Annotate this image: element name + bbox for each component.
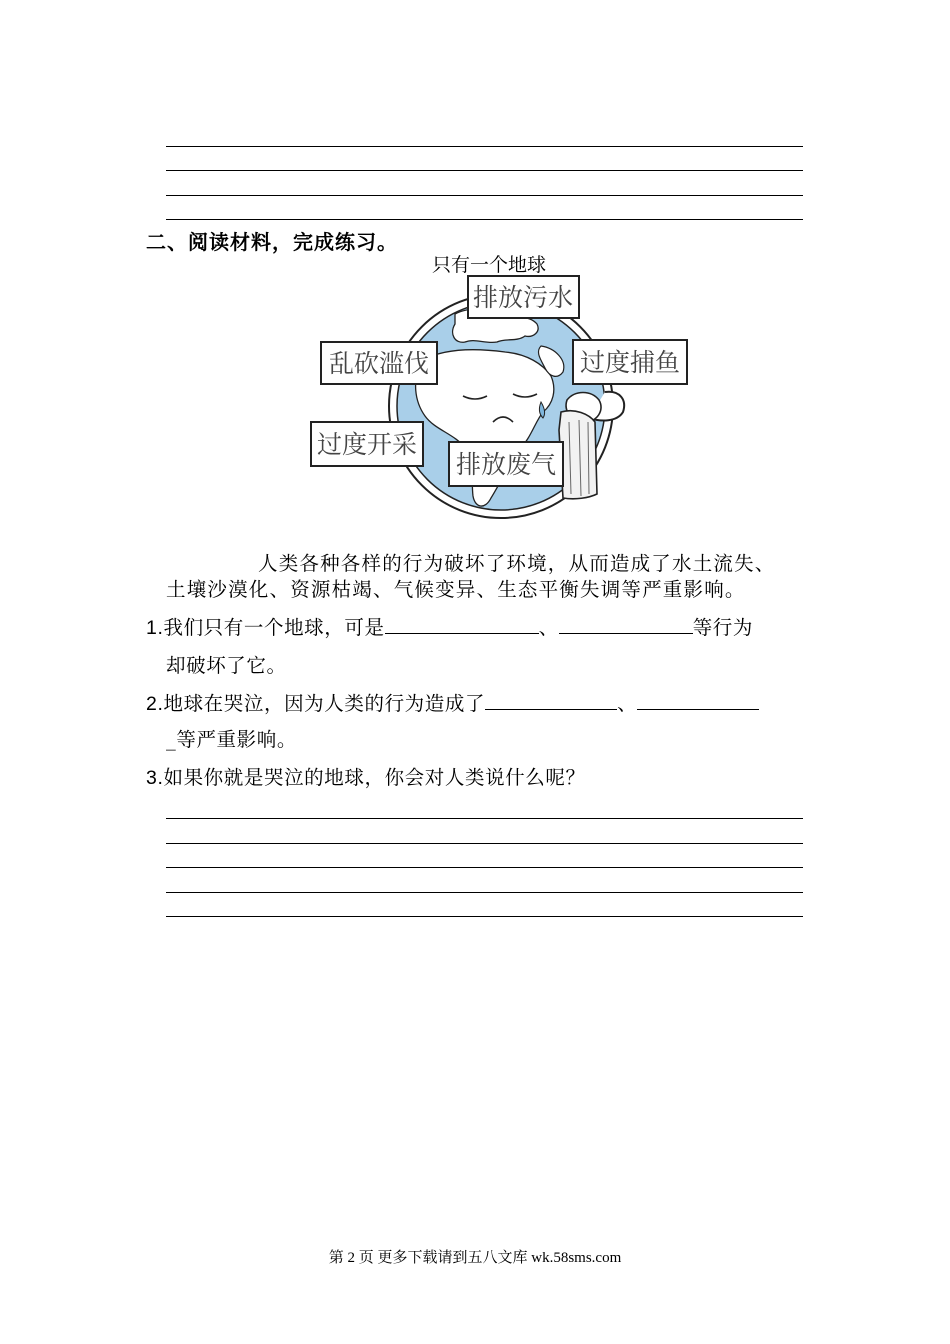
figure-title: 只有一个地球 [432, 254, 547, 276]
answer-line[interactable] [166, 892, 803, 893]
answer-line[interactable] [166, 916, 803, 917]
question-1-continuation: 却破坏了它。 [166, 654, 287, 677]
svg-text:乱砍滥伐: 乱砍滥伐 [328, 349, 430, 378]
answer-line[interactable] [166, 146, 803, 147]
answer-blank[interactable] [485, 691, 617, 710]
section-heading: 二、阅读材料，完成练习。 [146, 230, 398, 254]
answer-line[interactable] [166, 843, 803, 844]
svg-text:排放废气: 排放废气 [455, 450, 557, 479]
answer-line[interactable] [166, 867, 803, 868]
question-1 [146, 612, 753, 640]
answer-line[interactable] [166, 170, 803, 171]
answer-blank[interactable] [637, 691, 759, 710]
question-number: 3. [146, 767, 164, 789]
question-2 [146, 688, 759, 716]
separator: 、 [538, 616, 559, 639]
answer-line[interactable] [166, 219, 803, 220]
question-3 [146, 762, 586, 790]
question-text: 如果你就是哭泣的地球，你会对人类说什么呢？ [163, 766, 586, 789]
handkerchief-shape [559, 411, 597, 499]
answer-blank[interactable] [385, 615, 539, 634]
crying-earth-illustration [305, 272, 695, 522]
answer-line[interactable] [166, 818, 803, 819]
question-text-suffix: 等行为 [692, 616, 753, 639]
question-text: 我们只有一个地球，可是 [163, 616, 385, 639]
separator: 、 [617, 692, 638, 715]
question-number: 2. [146, 693, 164, 715]
svg-text:过度捕鱼: 过度捕鱼 [579, 348, 681, 377]
tag-discharge-sewage [468, 276, 579, 318]
question-text: 地球在哭泣，因为人类的行为造成了 [163, 692, 486, 715]
svg-text:过度开采: 过度开采 [316, 430, 418, 459]
passage-line-1: 人类各种各样的行为破坏了环境，从而造成了水土流失、 [258, 552, 776, 575]
tag-deforestation [321, 342, 437, 384]
page-footer: 第 2 页 更多下载请到五八文库 wk.58sms.com [328, 1250, 622, 1266]
question-number: 1. [146, 617, 164, 639]
question-2-continuation: _等严重影响。 [166, 728, 297, 751]
svg-text:排放污水: 排放污水 [472, 283, 574, 312]
passage-line-2: 土壤沙漠化、资源枯竭、气候变异、生态平衡失调等严重影响。 [166, 578, 746, 601]
tag-overfishing [573, 340, 687, 384]
answer-line[interactable] [166, 195, 803, 196]
tag-overmining [311, 422, 423, 466]
answer-blank[interactable] [559, 615, 693, 634]
tag-exhaust-emission [449, 442, 563, 486]
